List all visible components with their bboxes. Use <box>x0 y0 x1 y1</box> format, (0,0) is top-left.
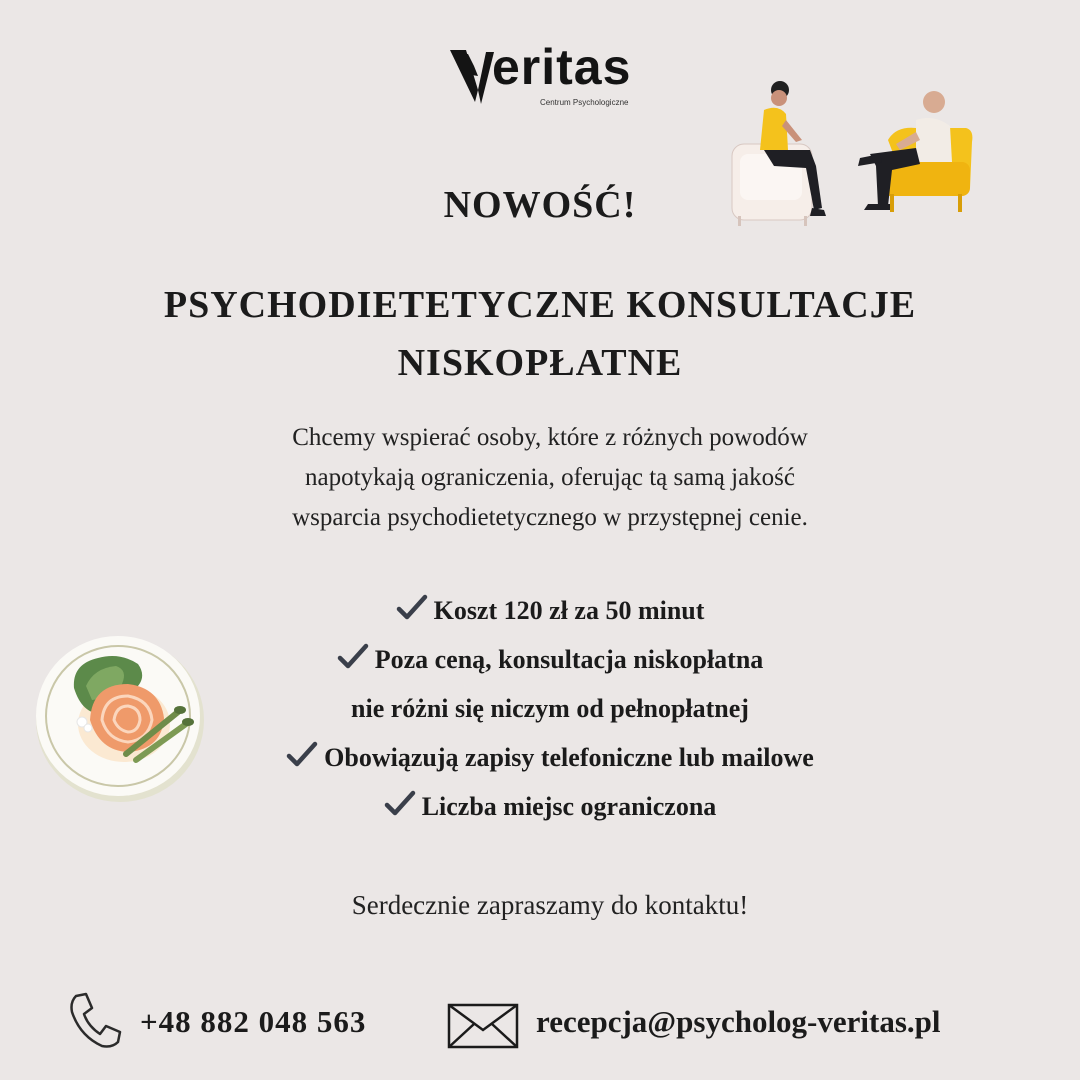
list-item-text: Obowiązują zapisy telefoniczne lub mailowe <box>324 743 814 772</box>
heading-title-line1: PSYCHODIETETYCZNE KONSULTACJE <box>163 284 917 326</box>
salmon-plate-illustration <box>28 628 208 806</box>
phone-number[interactable]: +48 882 048 563 <box>140 1004 367 1039</box>
intro-line: wsparcia psychodietetycznego w przystępnej cenie. <box>292 504 808 531</box>
list-item-text: Liczba miejsc ograniczona <box>421 792 717 821</box>
intro-paragraph <box>0 418 1080 538</box>
heading-new: NOWOŚĆ! <box>443 184 637 226</box>
phone-icon <box>66 990 126 1052</box>
list-item-text: nie różni się niczym od pełnopłatnej <box>351 694 749 723</box>
list-item-text: Koszt 120 zł za 50 minut <box>433 596 705 625</box>
checkmark-icon <box>384 789 416 819</box>
heading-title <box>0 276 1080 392</box>
intro-line: Chcemy wspierać osoby, które z różnych powodów <box>292 424 808 451</box>
checkmark-icon <box>337 642 369 672</box>
checkmark-icon <box>396 593 428 623</box>
heading-title-line2: NISKOPŁATNE <box>397 342 683 384</box>
intro-line: napotykają ograniczenia, oferując tą samą jakość <box>304 464 796 491</box>
email-address[interactable]: recepcja@psycholog-veritas.pl <box>536 1004 941 1039</box>
checkmark-icon <box>286 740 318 770</box>
veritas-logo <box>448 39 648 114</box>
logo-v-mark <box>448 46 498 106</box>
envelope-icon <box>446 1002 520 1050</box>
invite-text: Serdecznie zapraszamy do kontaktu! <box>351 890 749 920</box>
logo-wordmark: eritas <box>492 39 632 95</box>
list-item-text: Poza ceną, konsultacja niskopłatna <box>374 645 764 674</box>
logo-subtitle: Centrum Psychologiczne <box>540 98 629 107</box>
